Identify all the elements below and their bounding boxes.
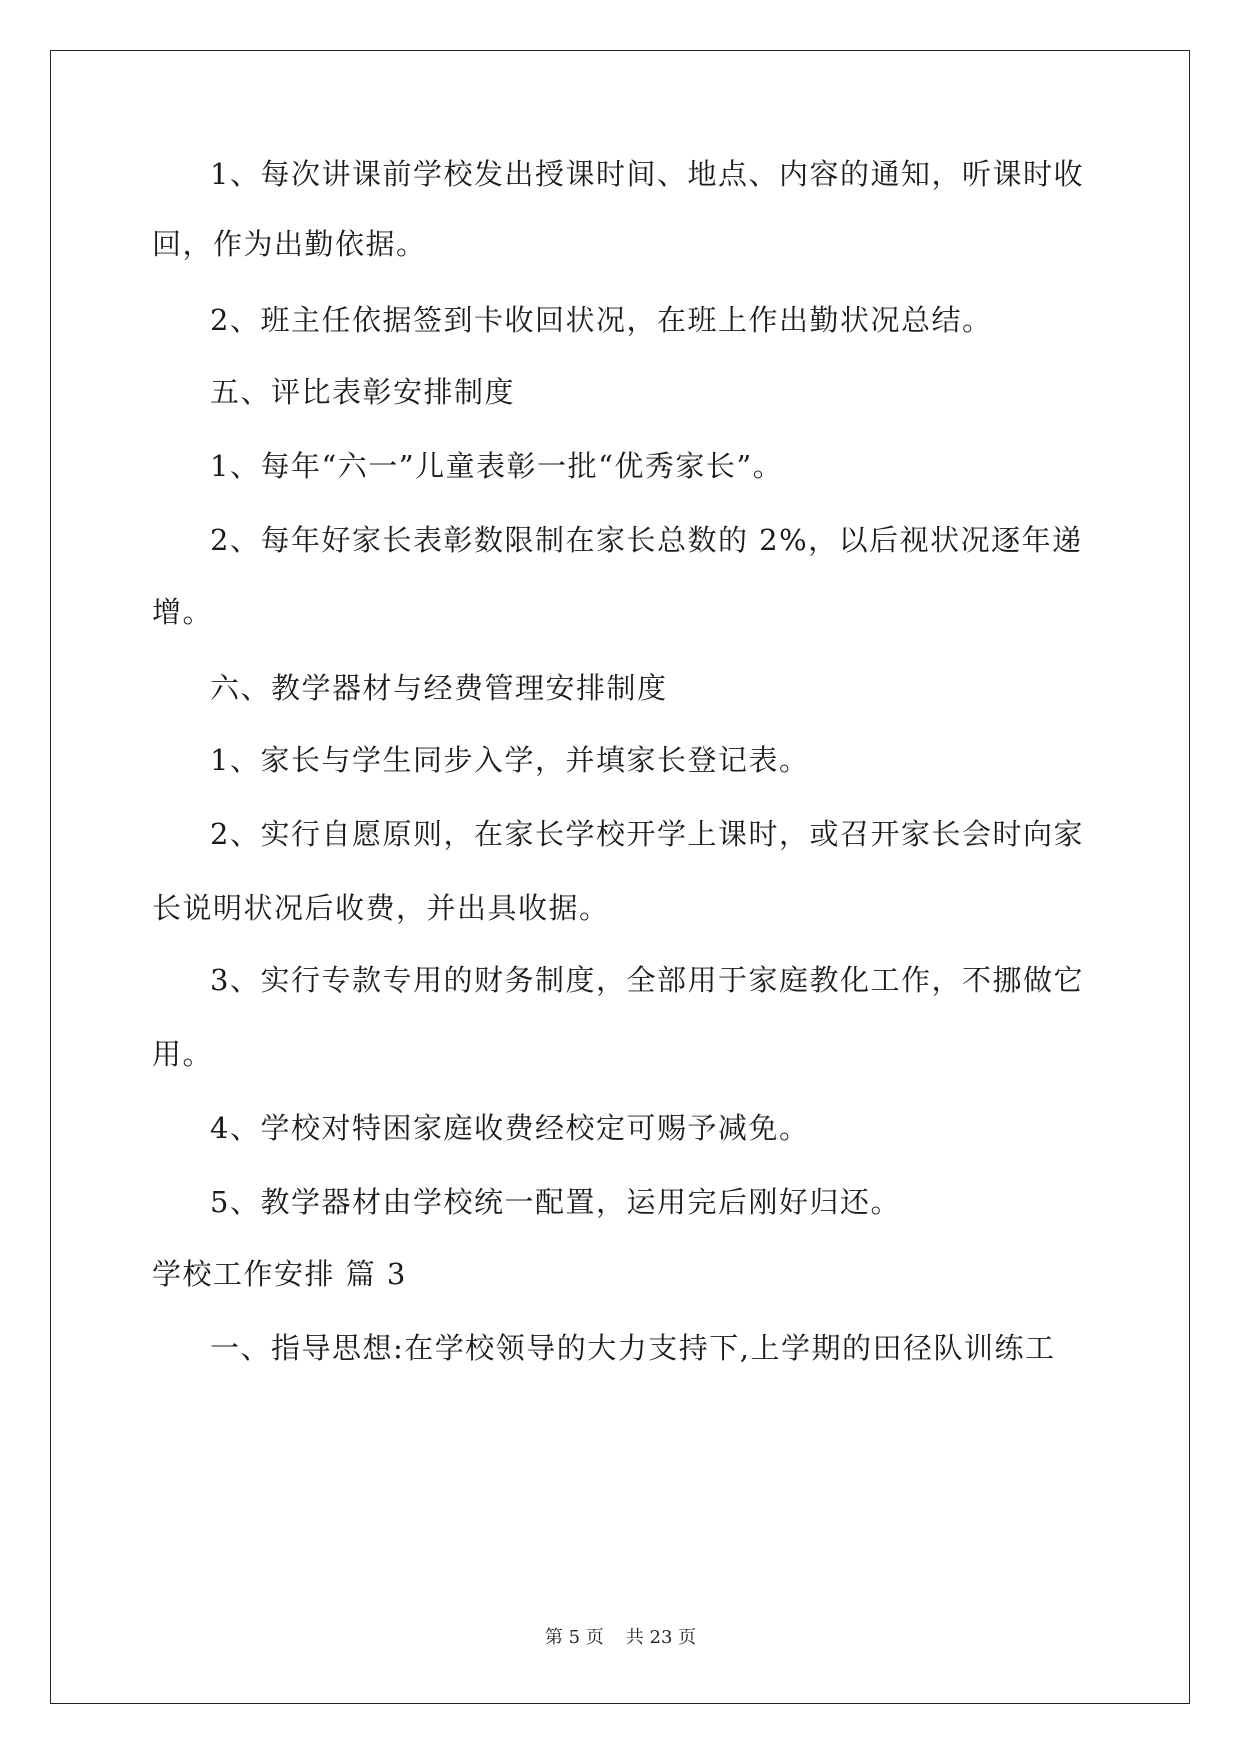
article-title: 学校工作安排 篇 3 [152,1257,407,1291]
page-total: 共 23 页 [625,1627,697,1648]
paragraph-line: 增。 [152,595,214,629]
page-number: 第 5 页 [544,1627,604,1648]
paragraph-line: 长说明状况后收费，并出具收据。 [152,891,610,925]
section-heading: 五、评比表彰安排制度 [210,375,516,409]
paragraph-line: 4、学校对特困家庭收费经校定可赐予减免。 [210,1111,810,1145]
paragraph-line: 1、每次讲课前学校发出授课时间、地点、内容的通知，听课时收 [210,157,1084,191]
paragraph-line: 回，作为出勤依据。 [152,227,427,261]
paragraph-line: 3、实行专款专用的财务制度，全部用于家庭教化工作，不挪做它 [210,963,1084,997]
paragraph-line: 2、每年好家长表彰数限制在家长总数的 2%，以后视状况逐年递 [210,523,1083,557]
paragraph-line: 2、实行自愿原则，在家长学校开学上课时，或召开家长会时向家 [210,817,1084,851]
paragraph-line: 5、教学器材由学校统一配置，运用完后刚好归还。 [210,1185,901,1219]
paragraph-line: 1、每年“六一”儿童表彰一批“优秀家长”。 [210,449,784,483]
page-footer [0,1626,1241,1650]
paragraph-line: 1、家长与学生同步入学，并填家长登记表。 [210,743,810,777]
paragraph-line: 用。 [152,1037,214,1071]
paragraph-line: 2、班主任依据签到卡收回状况，在班上作出勤状况总结。 [210,303,993,337]
section-heading: 六、教学器材与经费管理安排制度 [210,671,668,705]
page-border [50,50,1190,1704]
paragraph-line: 一、指导思想:在学校领导的大力支持下,上学期的田径队训练工 [210,1331,1056,1365]
